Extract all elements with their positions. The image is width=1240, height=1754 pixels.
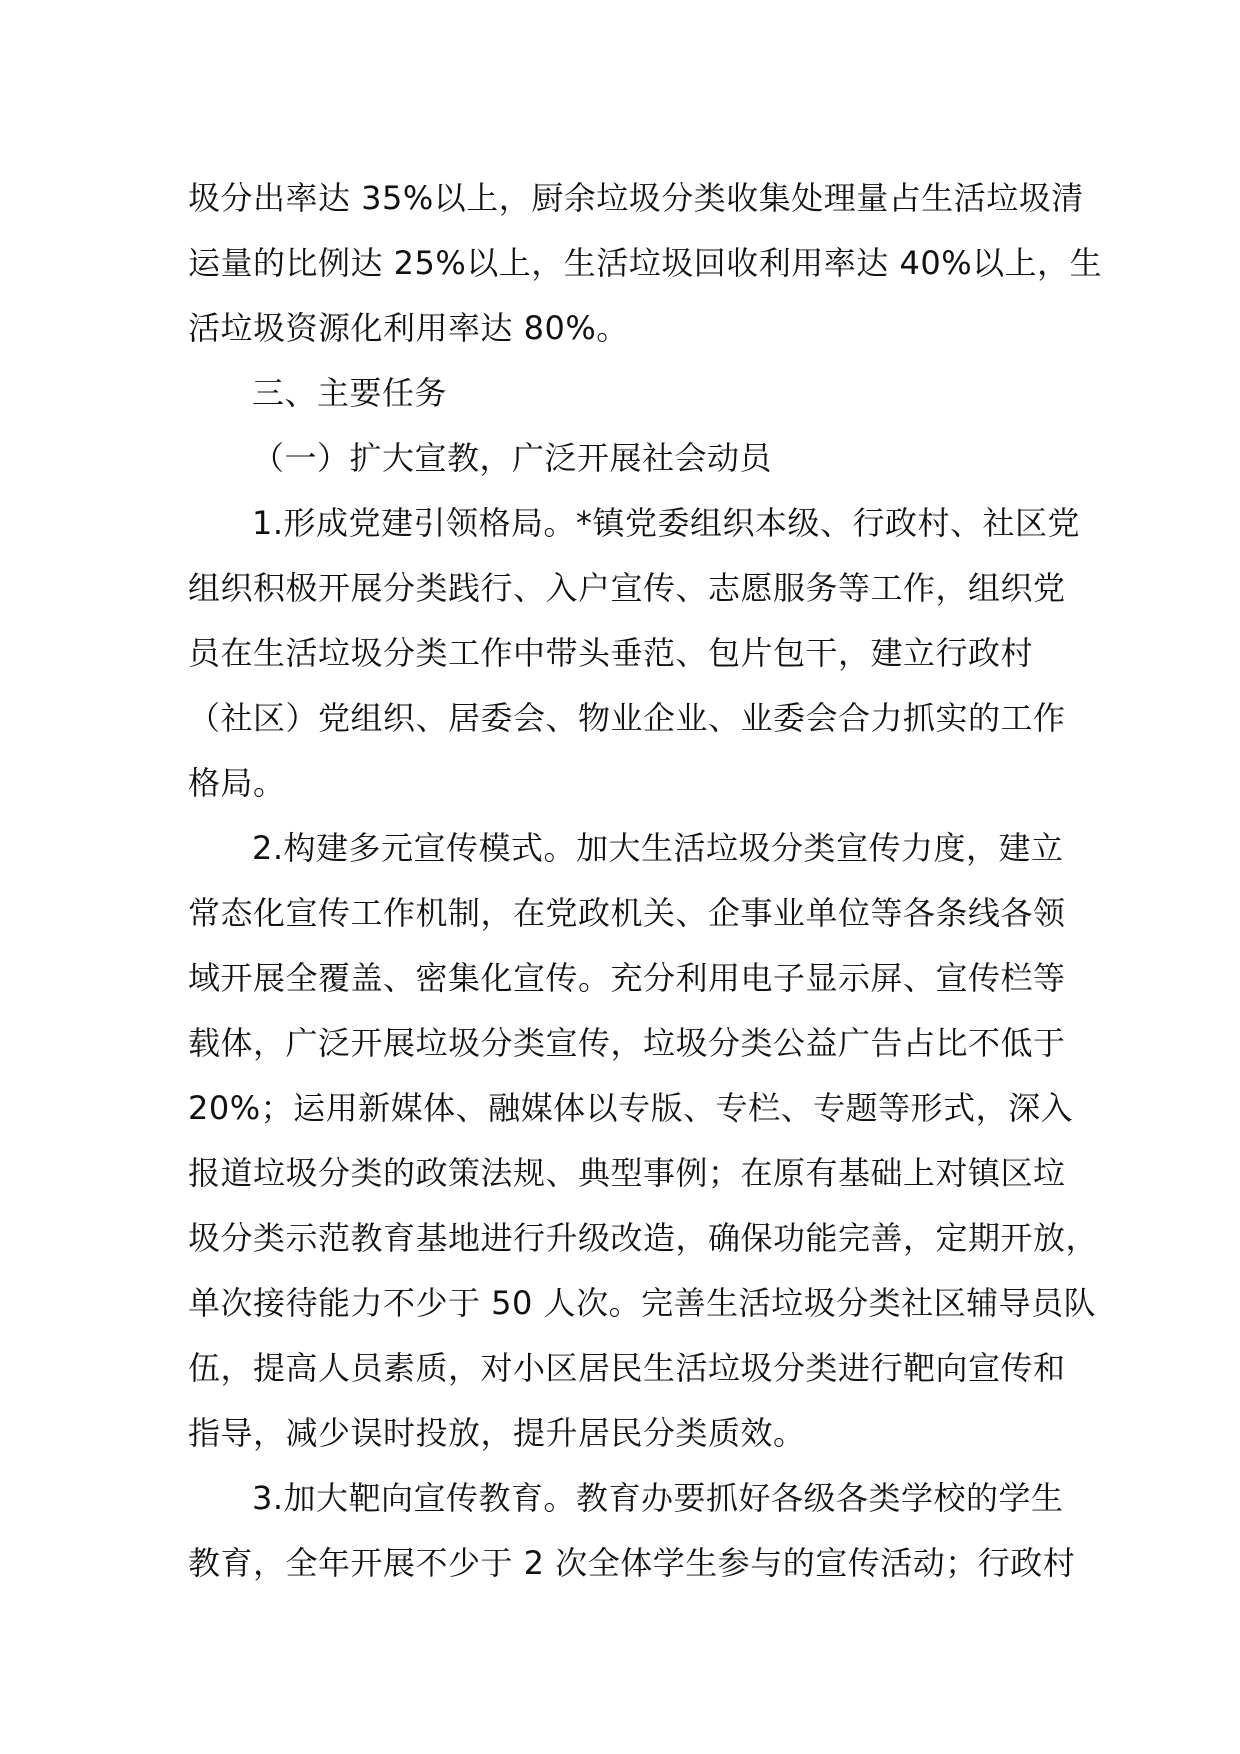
text-line: 1.形成党建引领格局。*镇党委组织本级、行政村、社区党 — [252, 504, 1081, 542]
text-line: 20%；运用新媒体、融媒体以专版、专栏、专题等形式，深入 — [188, 1089, 1074, 1127]
subsection-heading: （一）扩大宣教，广泛开展社会动员 — [252, 439, 773, 477]
text-line: 常态化宣传工作机制，在党政机关、企事业单位等各条线各领 — [188, 894, 1066, 932]
text-line: 单次接待能力不少于 50 人次。完善生活垃圾分类社区辅导员队 — [188, 1284, 1097, 1322]
text-line: 载体，广泛开展垃圾分类宣传，垃圾分类公益广告占比不低于 — [188, 1024, 1066, 1062]
text-line: 教育，全年开展不少于 2 次全体学生参与的宣传活动；行政村 — [188, 1544, 1076, 1582]
document-body — [188, 166, 1103, 1596]
text-line: 运量的比例达 25%以上，生活垃圾回收利用率达 40%以上，生 — [188, 244, 1103, 282]
text-line: 指导，减少误时投放，提升居民分类质效。 — [188, 1414, 806, 1452]
text-line: 伍，提高人员素质，对小区居民生活垃圾分类进行靶向宣传和 — [188, 1349, 1066, 1387]
text-line: 报道垃圾分类的政策法规、典型事例；在原有基础上对镇区垃 — [188, 1154, 1066, 1192]
text-line: 2.构建多元宣传模式。加大生活垃圾分类宣传力度，建立 — [252, 829, 1064, 867]
text-line: 域开展全覆盖、密集化宣传。充分利用电子显示屏、宣传栏等 — [188, 959, 1066, 997]
text-line: 3.加大靶向宣传教育。教育办要抓好各级各类学校的学生 — [252, 1479, 1064, 1517]
text-line: 圾分出率达 35%以上，厨余垃圾分类收集处理量占生活垃圾清 — [188, 179, 1084, 217]
text-line: （社区）党组织、居委会、物业企业、业委会合力抓实的工作 — [188, 699, 1066, 737]
text-line: 组织积极开展分类践行、入户宣传、志愿服务等工作，组织党 — [188, 569, 1066, 607]
text-line: 格局。 — [188, 764, 286, 802]
text-line: 圾分类示范教育基地进行升级改造，确保功能完善，定期开放， — [188, 1219, 1099, 1257]
section-heading: 三、主要任务 — [252, 374, 448, 412]
text-line: 活垃圾资源化利用率达 80%。 — [188, 309, 629, 347]
text-line: 员在生活垃圾分类工作中带头垂范、包片包干，建立行政村 — [188, 634, 1034, 672]
